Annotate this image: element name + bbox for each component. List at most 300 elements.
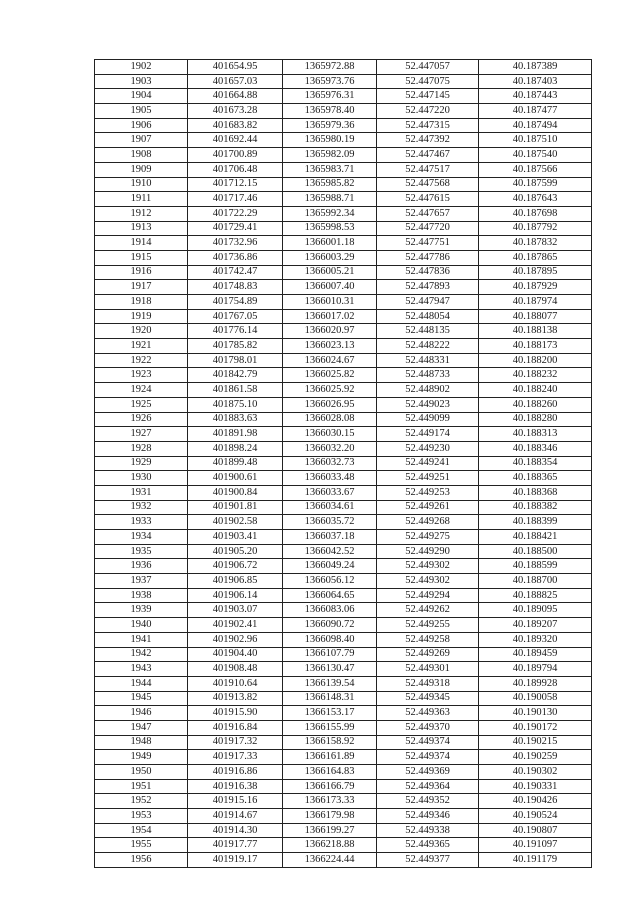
y-coordinate-cell: 1366020.97 <box>283 324 377 339</box>
latitude-cell: 52.449251 <box>377 471 479 486</box>
point-number-cell: 1931 <box>95 485 188 500</box>
x-coordinate-cell: 401901.81 <box>188 500 283 515</box>
table-row <box>95 368 592 383</box>
latitude-cell: 52.449275 <box>377 530 479 545</box>
x-coordinate-cell: 401861.58 <box>188 383 283 398</box>
point-number-cell: 1955 <box>95 838 188 853</box>
latitude-cell: 52.449230 <box>377 441 479 456</box>
latitude-cell: 52.447392 <box>377 133 479 148</box>
y-coordinate-cell: 1365988.71 <box>283 192 377 207</box>
y-coordinate-cell: 1366026.95 <box>283 397 377 412</box>
x-coordinate-cell: 401654.95 <box>188 60 283 75</box>
point-number-cell: 1912 <box>95 206 188 221</box>
latitude-cell: 52.448902 <box>377 383 479 398</box>
point-number-cell: 1927 <box>95 427 188 442</box>
point-number-cell: 1926 <box>95 412 188 427</box>
latitude-cell: 52.449301 <box>377 662 479 677</box>
longitude-cell: 40.187974 <box>479 295 592 310</box>
table-row <box>95 133 592 148</box>
point-number-cell: 1930 <box>95 471 188 486</box>
y-coordinate-cell: 1366032.73 <box>283 456 377 471</box>
point-number-cell: 1906 <box>95 118 188 133</box>
point-number-cell: 1902 <box>95 60 188 75</box>
longitude-cell: 40.188200 <box>479 353 592 368</box>
longitude-cell: 40.189794 <box>479 662 592 677</box>
y-coordinate-cell: 1366056.12 <box>283 574 377 589</box>
y-coordinate-cell: 1366083.06 <box>283 603 377 618</box>
latitude-cell: 52.449302 <box>377 559 479 574</box>
table-row <box>95 765 592 780</box>
y-coordinate-cell: 1366023.13 <box>283 339 377 354</box>
x-coordinate-cell: 401898.24 <box>188 441 283 456</box>
y-coordinate-cell: 1366064.65 <box>283 588 377 603</box>
latitude-cell: 52.448222 <box>377 339 479 354</box>
x-coordinate-cell: 401903.07 <box>188 603 283 618</box>
y-coordinate-cell: 1366155.99 <box>283 720 377 735</box>
longitude-cell: 40.191097 <box>479 838 592 853</box>
y-coordinate-cell: 1365980.19 <box>283 133 377 148</box>
point-number-cell: 1910 <box>95 177 188 192</box>
x-coordinate-cell: 401916.84 <box>188 720 283 735</box>
latitude-cell: 52.449255 <box>377 618 479 633</box>
x-coordinate-cell: 401906.85 <box>188 574 283 589</box>
point-number-cell: 1909 <box>95 162 188 177</box>
point-number-cell: 1925 <box>95 397 188 412</box>
table-row <box>95 162 592 177</box>
point-number-cell: 1949 <box>95 750 188 765</box>
x-coordinate-cell: 401906.72 <box>188 559 283 574</box>
x-coordinate-cell: 401900.61 <box>188 471 283 486</box>
longitude-cell: 40.187643 <box>479 192 592 207</box>
y-coordinate-cell: 1365985.82 <box>283 177 377 192</box>
point-number-cell: 1908 <box>95 148 188 163</box>
table-row <box>95 383 592 398</box>
latitude-cell: 52.449338 <box>377 823 479 838</box>
x-coordinate-cell: 401919.17 <box>188 853 283 868</box>
x-coordinate-cell: 401916.86 <box>188 765 283 780</box>
y-coordinate-cell: 1366035.72 <box>283 515 377 530</box>
y-coordinate-cell: 1365992.34 <box>283 206 377 221</box>
x-coordinate-cell: 401706.48 <box>188 162 283 177</box>
latitude-cell: 52.449364 <box>377 779 479 794</box>
longitude-cell: 40.190426 <box>479 794 592 809</box>
table-row <box>95 662 592 677</box>
x-coordinate-cell: 401657.03 <box>188 74 283 89</box>
y-coordinate-cell: 1366148.31 <box>283 691 377 706</box>
latitude-cell: 52.449174 <box>377 427 479 442</box>
x-coordinate-cell: 401700.89 <box>188 148 283 163</box>
y-coordinate-cell: 1366003.29 <box>283 250 377 265</box>
longitude-cell: 40.188382 <box>479 500 592 515</box>
table-row <box>95 544 592 559</box>
table-row <box>95 647 592 662</box>
point-number-cell: 1942 <box>95 647 188 662</box>
point-number-cell: 1936 <box>95 559 188 574</box>
point-number-cell: 1941 <box>95 632 188 647</box>
longitude-cell: 40.190172 <box>479 720 592 735</box>
latitude-cell: 52.447057 <box>377 60 479 75</box>
table-row <box>95 441 592 456</box>
x-coordinate-cell: 401683.82 <box>188 118 283 133</box>
latitude-cell: 52.447517 <box>377 162 479 177</box>
table-row <box>95 206 592 221</box>
point-number-cell: 1933 <box>95 515 188 530</box>
latitude-cell: 52.449269 <box>377 647 479 662</box>
y-coordinate-cell: 1365983.71 <box>283 162 377 177</box>
longitude-cell: 40.188825 <box>479 588 592 603</box>
table-row <box>95 823 592 838</box>
longitude-cell: 40.187566 <box>479 162 592 177</box>
y-coordinate-cell: 1366179.98 <box>283 809 377 824</box>
point-number-cell: 1946 <box>95 706 188 721</box>
table-row <box>95 280 592 295</box>
longitude-cell: 40.187494 <box>479 118 592 133</box>
longitude-cell: 40.187832 <box>479 236 592 251</box>
y-coordinate-cell: 1366173.33 <box>283 794 377 809</box>
longitude-cell: 40.188399 <box>479 515 592 530</box>
latitude-cell: 52.447145 <box>377 89 479 104</box>
x-coordinate-cell: 401722.29 <box>188 206 283 221</box>
latitude-cell: 52.449352 <box>377 794 479 809</box>
latitude-cell: 52.449377 <box>377 853 479 868</box>
longitude-cell: 40.190331 <box>479 779 592 794</box>
x-coordinate-cell: 401883.63 <box>188 412 283 427</box>
x-coordinate-cell: 401729.41 <box>188 221 283 236</box>
y-coordinate-cell: 1366024.67 <box>283 353 377 368</box>
y-coordinate-cell: 1366098.40 <box>283 632 377 647</box>
y-coordinate-cell: 1366130.47 <box>283 662 377 677</box>
x-coordinate-cell: 401915.16 <box>188 794 283 809</box>
x-coordinate-cell: 401891.98 <box>188 427 283 442</box>
x-coordinate-cell: 401692.44 <box>188 133 283 148</box>
table-row <box>95 309 592 324</box>
table-row <box>95 632 592 647</box>
y-coordinate-cell: 1365982.09 <box>283 148 377 163</box>
longitude-cell: 40.187510 <box>479 133 592 148</box>
table-row <box>95 353 592 368</box>
latitude-cell: 52.449318 <box>377 676 479 691</box>
point-number-cell: 1943 <box>95 662 188 677</box>
table-row <box>95 735 592 750</box>
table-row <box>95 500 592 515</box>
longitude-cell: 40.190058 <box>479 691 592 706</box>
point-number-cell: 1929 <box>95 456 188 471</box>
longitude-cell: 40.187443 <box>479 89 592 104</box>
table-row <box>95 706 592 721</box>
longitude-cell: 40.187792 <box>479 221 592 236</box>
y-coordinate-cell: 1366030.15 <box>283 427 377 442</box>
table-row <box>95 779 592 794</box>
latitude-cell: 52.447786 <box>377 250 479 265</box>
y-coordinate-cell: 1366161.89 <box>283 750 377 765</box>
x-coordinate-cell: 401904.40 <box>188 647 283 662</box>
x-coordinate-cell: 401902.41 <box>188 618 283 633</box>
y-coordinate-cell: 1366224.44 <box>283 853 377 868</box>
coordinates-table <box>94 59 592 868</box>
longitude-cell: 40.187403 <box>479 74 592 89</box>
point-number-cell: 1950 <box>95 765 188 780</box>
latitude-cell: 52.447315 <box>377 118 479 133</box>
latitude-cell: 52.447657 <box>377 206 479 221</box>
latitude-cell: 52.449345 <box>377 691 479 706</box>
point-number-cell: 1914 <box>95 236 188 251</box>
x-coordinate-cell: 401748.83 <box>188 280 283 295</box>
table-row <box>95 838 592 853</box>
longitude-cell: 40.188077 <box>479 309 592 324</box>
coordinates-table-container <box>94 59 591 868</box>
point-number-cell: 1913 <box>95 221 188 236</box>
longitude-cell: 40.190807 <box>479 823 592 838</box>
y-coordinate-cell: 1366199.27 <box>283 823 377 838</box>
latitude-cell: 52.447751 <box>377 236 479 251</box>
point-number-cell: 1940 <box>95 618 188 633</box>
y-coordinate-cell: 1365998.53 <box>283 221 377 236</box>
y-coordinate-cell: 1366017.02 <box>283 309 377 324</box>
point-number-cell: 1948 <box>95 735 188 750</box>
table-row <box>95 324 592 339</box>
x-coordinate-cell: 401899.48 <box>188 456 283 471</box>
longitude-cell: 40.188260 <box>479 397 592 412</box>
latitude-cell: 52.447720 <box>377 221 479 236</box>
latitude-cell: 52.449294 <box>377 588 479 603</box>
longitude-cell: 40.187389 <box>479 60 592 75</box>
table-row <box>95 574 592 589</box>
longitude-cell: 40.189095 <box>479 603 592 618</box>
latitude-cell: 52.449253 <box>377 485 479 500</box>
y-coordinate-cell: 1366049.24 <box>283 559 377 574</box>
longitude-cell: 40.190259 <box>479 750 592 765</box>
longitude-cell: 40.188138 <box>479 324 592 339</box>
point-number-cell: 1921 <box>95 339 188 354</box>
latitude-cell: 52.449268 <box>377 515 479 530</box>
longitude-cell: 40.190302 <box>479 765 592 780</box>
latitude-cell: 52.447568 <box>377 177 479 192</box>
table-row <box>95 794 592 809</box>
point-number-cell: 1905 <box>95 104 188 119</box>
point-number-cell: 1953 <box>95 809 188 824</box>
x-coordinate-cell: 401914.67 <box>188 809 283 824</box>
latitude-cell: 52.447836 <box>377 265 479 280</box>
point-number-cell: 1945 <box>95 691 188 706</box>
y-coordinate-cell: 1365972.88 <box>283 60 377 75</box>
point-number-cell: 1911 <box>95 192 188 207</box>
x-coordinate-cell: 401875.10 <box>188 397 283 412</box>
table-row <box>95 60 592 75</box>
longitude-cell: 40.190130 <box>479 706 592 721</box>
y-coordinate-cell: 1366164.83 <box>283 765 377 780</box>
longitude-cell: 40.188354 <box>479 456 592 471</box>
x-coordinate-cell: 401785.82 <box>188 339 283 354</box>
longitude-cell: 40.189928 <box>479 676 592 691</box>
longitude-cell: 40.187599 <box>479 177 592 192</box>
point-number-cell: 1934 <box>95 530 188 545</box>
y-coordinate-cell: 1366028.08 <box>283 412 377 427</box>
table-row <box>95 427 592 442</box>
y-coordinate-cell: 1366025.82 <box>283 368 377 383</box>
point-number-cell: 1916 <box>95 265 188 280</box>
longitude-cell: 40.188365 <box>479 471 592 486</box>
table-row <box>95 809 592 824</box>
x-coordinate-cell: 401902.96 <box>188 632 283 647</box>
table-row <box>95 118 592 133</box>
longitude-cell: 40.191179 <box>479 853 592 868</box>
table-row <box>95 603 592 618</box>
y-coordinate-cell: 1366090.72 <box>283 618 377 633</box>
table-row <box>95 148 592 163</box>
y-coordinate-cell: 1366107.79 <box>283 647 377 662</box>
point-number-cell: 1954 <box>95 823 188 838</box>
table-row <box>95 720 592 735</box>
x-coordinate-cell: 401905.20 <box>188 544 283 559</box>
y-coordinate-cell: 1366032.20 <box>283 441 377 456</box>
y-coordinate-cell: 1365973.76 <box>283 74 377 89</box>
point-number-cell: 1907 <box>95 133 188 148</box>
latitude-cell: 52.449302 <box>377 574 479 589</box>
y-coordinate-cell: 1366033.48 <box>283 471 377 486</box>
x-coordinate-cell: 401906.14 <box>188 588 283 603</box>
point-number-cell: 1938 <box>95 588 188 603</box>
table-row <box>95 397 592 412</box>
point-number-cell: 1932 <box>95 500 188 515</box>
longitude-cell: 40.188700 <box>479 574 592 589</box>
longitude-cell: 40.188232 <box>479 368 592 383</box>
table-row <box>95 471 592 486</box>
point-number-cell: 1918 <box>95 295 188 310</box>
point-number-cell: 1951 <box>95 779 188 794</box>
point-number-cell: 1903 <box>95 74 188 89</box>
y-coordinate-cell: 1366042.52 <box>283 544 377 559</box>
x-coordinate-cell: 401754.89 <box>188 295 283 310</box>
y-coordinate-cell: 1366034.61 <box>283 500 377 515</box>
latitude-cell: 52.449365 <box>377 838 479 853</box>
x-coordinate-cell: 401914.30 <box>188 823 283 838</box>
latitude-cell: 52.449369 <box>377 765 479 780</box>
longitude-cell: 40.187929 <box>479 280 592 295</box>
longitude-cell: 40.188346 <box>479 441 592 456</box>
point-number-cell: 1922 <box>95 353 188 368</box>
x-coordinate-cell: 401736.86 <box>188 250 283 265</box>
longitude-cell: 40.188173 <box>479 339 592 354</box>
point-number-cell: 1915 <box>95 250 188 265</box>
longitude-cell: 40.188313 <box>479 427 592 442</box>
point-number-cell: 1935 <box>95 544 188 559</box>
longitude-cell: 40.187895 <box>479 265 592 280</box>
longitude-cell: 40.189207 <box>479 618 592 633</box>
longitude-cell: 40.190524 <box>479 809 592 824</box>
y-coordinate-cell: 1366033.67 <box>283 485 377 500</box>
table-row <box>95 339 592 354</box>
longitude-cell: 40.189320 <box>479 632 592 647</box>
x-coordinate-cell: 401917.77 <box>188 838 283 853</box>
table-row <box>95 853 592 868</box>
y-coordinate-cell: 1366153.17 <box>283 706 377 721</box>
latitude-cell: 52.449374 <box>377 735 479 750</box>
longitude-cell: 40.188280 <box>479 412 592 427</box>
table-row <box>95 588 592 603</box>
y-coordinate-cell: 1366025.92 <box>283 383 377 398</box>
point-number-cell: 1944 <box>95 676 188 691</box>
latitude-cell: 52.448135 <box>377 324 479 339</box>
table-row <box>95 104 592 119</box>
x-coordinate-cell: 401673.28 <box>188 104 283 119</box>
y-coordinate-cell: 1365978.40 <box>283 104 377 119</box>
x-coordinate-cell: 401664.88 <box>188 89 283 104</box>
y-coordinate-cell: 1366005.21 <box>283 265 377 280</box>
x-coordinate-cell: 401767.05 <box>188 309 283 324</box>
latitude-cell: 52.449023 <box>377 397 479 412</box>
latitude-cell: 52.447220 <box>377 104 479 119</box>
latitude-cell: 52.449262 <box>377 603 479 618</box>
x-coordinate-cell: 401917.33 <box>188 750 283 765</box>
point-number-cell: 1919 <box>95 309 188 324</box>
table-row <box>95 515 592 530</box>
longitude-cell: 40.187540 <box>479 148 592 163</box>
table-row <box>95 559 592 574</box>
y-coordinate-cell: 1366139.54 <box>283 676 377 691</box>
longitude-cell: 40.188368 <box>479 485 592 500</box>
table-row <box>95 691 592 706</box>
latitude-cell: 52.449374 <box>377 750 479 765</box>
latitude-cell: 52.447615 <box>377 192 479 207</box>
table-row <box>95 192 592 207</box>
longitude-cell: 40.188421 <box>479 530 592 545</box>
point-number-cell: 1904 <box>95 89 188 104</box>
latitude-cell: 52.449363 <box>377 706 479 721</box>
table-row <box>95 89 592 104</box>
latitude-cell: 52.447075 <box>377 74 479 89</box>
point-number-cell: 1952 <box>95 794 188 809</box>
x-coordinate-cell: 401842.79 <box>188 368 283 383</box>
table-row <box>95 456 592 471</box>
point-number-cell: 1917 <box>95 280 188 295</box>
table-row <box>95 74 592 89</box>
table-row <box>95 530 592 545</box>
table-row <box>95 265 592 280</box>
x-coordinate-cell: 401910.64 <box>188 676 283 691</box>
y-coordinate-cell: 1366166.79 <box>283 779 377 794</box>
x-coordinate-cell: 401913.82 <box>188 691 283 706</box>
latitude-cell: 52.449346 <box>377 809 479 824</box>
latitude-cell: 52.447947 <box>377 295 479 310</box>
x-coordinate-cell: 401916.38 <box>188 779 283 794</box>
y-coordinate-cell: 1366158.92 <box>283 735 377 750</box>
latitude-cell: 52.448733 <box>377 368 479 383</box>
latitude-cell: 52.449099 <box>377 412 479 427</box>
y-coordinate-cell: 1366010.31 <box>283 295 377 310</box>
latitude-cell: 52.447467 <box>377 148 479 163</box>
longitude-cell: 40.189459 <box>479 647 592 662</box>
x-coordinate-cell: 401902.58 <box>188 515 283 530</box>
y-coordinate-cell: 1366001.18 <box>283 236 377 251</box>
latitude-cell: 52.447893 <box>377 280 479 295</box>
point-number-cell: 1947 <box>95 720 188 735</box>
y-coordinate-cell: 1366218.88 <box>283 838 377 853</box>
latitude-cell: 52.449241 <box>377 456 479 471</box>
longitude-cell: 40.187698 <box>479 206 592 221</box>
latitude-cell: 52.449290 <box>377 544 479 559</box>
x-coordinate-cell: 401742.47 <box>188 265 283 280</box>
x-coordinate-cell: 401776.14 <box>188 324 283 339</box>
longitude-cell: 40.190215 <box>479 735 592 750</box>
longitude-cell: 40.188240 <box>479 383 592 398</box>
x-coordinate-cell: 401732.96 <box>188 236 283 251</box>
point-number-cell: 1923 <box>95 368 188 383</box>
point-number-cell: 1928 <box>95 441 188 456</box>
table-row <box>95 750 592 765</box>
latitude-cell: 52.449258 <box>377 632 479 647</box>
table-row <box>95 485 592 500</box>
x-coordinate-cell: 401900.84 <box>188 485 283 500</box>
